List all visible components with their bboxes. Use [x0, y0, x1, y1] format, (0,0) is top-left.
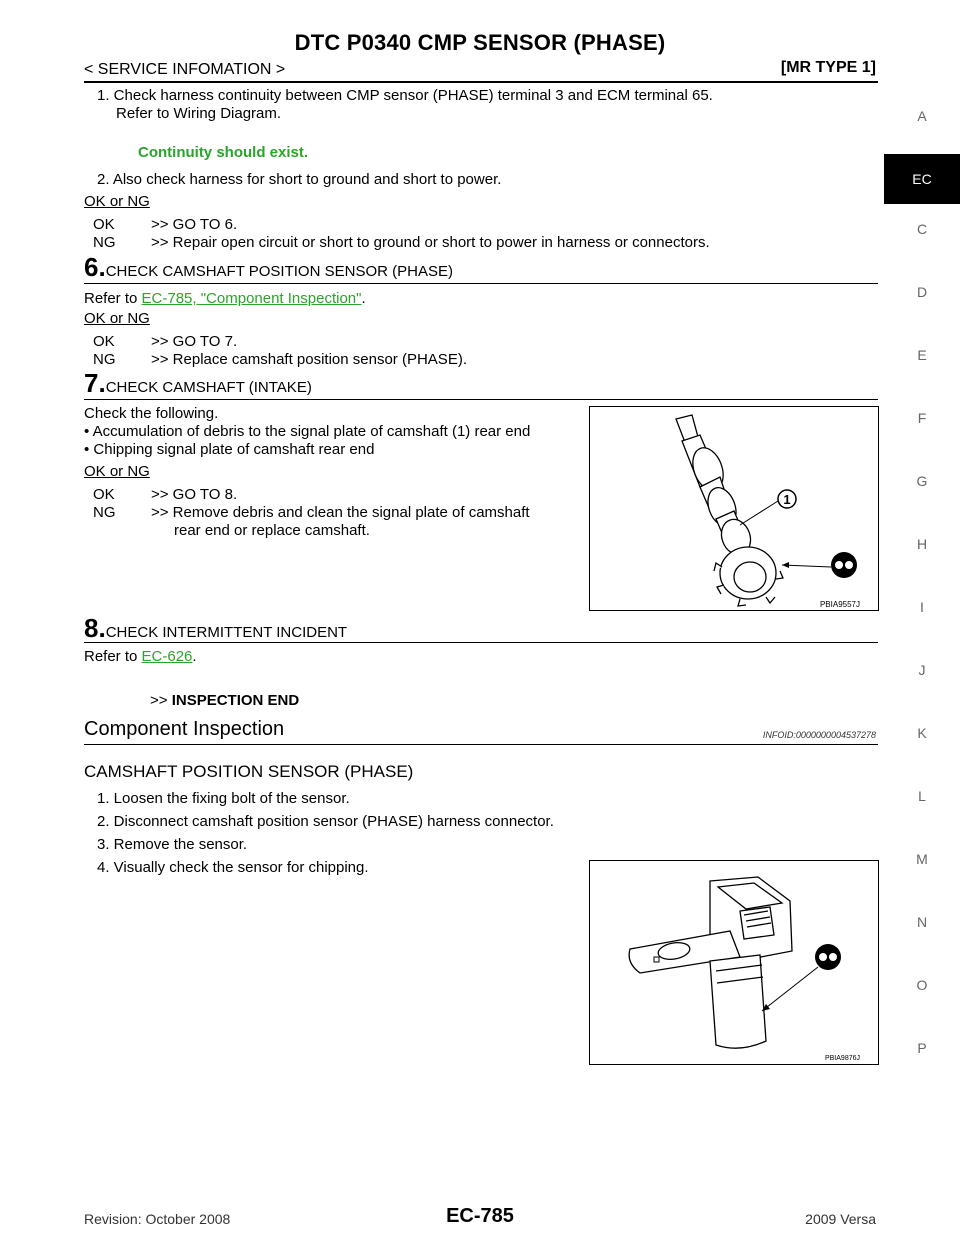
- eye-right: [845, 561, 853, 569]
- period: .: [192, 648, 197, 665]
- ng-result: >> Remove debris and clean the signal plate of camshaft: [151, 504, 530, 521]
- ng-result: >> Repair open circuit or short to ground or short to power in harness or connectors.: [151, 234, 710, 251]
- step7-ng-row: [93, 504, 530, 522]
- step-8-title: CHECK INTERMITTENT INCIDENT: [105, 624, 348, 641]
- step-8-divider: [84, 642, 878, 643]
- ok-or-ng-label: OK or NG: [84, 193, 150, 210]
- step-1-continued: Refer to Wiring Diagram.: [116, 105, 282, 122]
- ok-result: >> GO TO 8.: [151, 486, 238, 503]
- sidebar-item-p[interactable]: P: [917, 1040, 927, 1056]
- ec-626-link[interactable]: EC-626: [141, 648, 193, 665]
- callout-leader: [740, 501, 778, 525]
- vehicle-model: 2009 Versa: [805, 1211, 876, 1227]
- sidebar-item-k[interactable]: K: [917, 725, 927, 741]
- continuity-spec: Continuity should exist.: [138, 144, 309, 161]
- inspection-step-1: 1. Loosen the fixing bolt of the sensor.: [97, 790, 350, 807]
- step7-ok-row: [93, 486, 237, 504]
- step-6-title: CHECK CAMSHAFT POSITION SENSOR (PHASE): [105, 263, 453, 280]
- ok-result: >> GO TO 6.: [151, 216, 238, 233]
- section-divider: [84, 744, 878, 745]
- eye-left: [835, 561, 843, 569]
- step-8-number: 8.: [84, 613, 106, 643]
- inspection-end-label: INSPECTION END: [171, 692, 300, 709]
- sidebar-item-j[interactable]: J: [918, 662, 926, 678]
- sidebar-item-a[interactable]: A: [917, 108, 927, 124]
- ok-label: OK: [93, 333, 115, 350]
- period: .: [361, 290, 366, 307]
- engine-type-label: [MR TYPE 1]: [780, 59, 876, 76]
- sensor-body: [710, 955, 766, 1048]
- figure-code: PBIA9876J: [824, 1055, 860, 1062]
- refer-text: Refer to: [84, 648, 142, 665]
- component-inspection-title: Component Inspection: [84, 718, 285, 740]
- eye-arrow: [782, 565, 831, 567]
- step6-ng-row: [93, 351, 467, 369]
- camshaft-figure: [589, 406, 879, 611]
- step-8-refer: [84, 648, 197, 666]
- ok-or-ng-label: OK or NG: [84, 310, 150, 327]
- info-id: INFOID:0000000004537278: [762, 730, 876, 740]
- refer-text: Refer to: [84, 290, 142, 307]
- header-divider: [84, 81, 878, 83]
- sidebar-item-d[interactable]: D: [916, 284, 928, 300]
- page-title: DTC P0340 CMP SENSOR (PHASE): [294, 30, 666, 55]
- component-subtitle: CAMSHAFT POSITION SENSOR (PHASE): [84, 762, 414, 781]
- inspection-step-4: 4. Visually check the sensor for chipping.: [97, 859, 369, 876]
- camshaft-illustration: [590, 407, 878, 610]
- sidebar-item-m[interactable]: M: [916, 851, 928, 867]
- sidebar-item-i[interactable]: I: [920, 599, 924, 615]
- step-2-text: 2. Also check harness for short to ground and short to power.: [97, 171, 502, 188]
- step5-ok-row: [93, 216, 237, 234]
- sidebar-item-e[interactable]: E: [917, 347, 927, 363]
- step-7-heading: [84, 368, 312, 399]
- arrow-head-icon: [782, 562, 789, 568]
- step6-ok-row: [93, 333, 237, 351]
- eye-left: [819, 953, 827, 961]
- ng-result: >> Replace camshaft position sensor (PHASE).: [151, 351, 467, 368]
- sensor-illustration: [590, 861, 878, 1064]
- page-number: EC-785: [446, 1205, 514, 1227]
- eye-right: [829, 953, 837, 961]
- sidebar-item-l[interactable]: L: [918, 788, 926, 804]
- step-7-divider: [84, 399, 878, 400]
- step5-ng-row: [93, 234, 710, 252]
- ok-label: OK: [93, 216, 115, 233]
- ng-label: NG: [93, 351, 116, 368]
- step7-ng-row-cont: rear end or replace camshaft.: [174, 522, 370, 539]
- step-7-bullet-1: • Accumulation of debris to the signal plate of camshaft (1) rear end: [84, 423, 531, 440]
- step-7-title: CHECK CAMSHAFT (INTAKE): [105, 379, 312, 396]
- step-6-number: 6.: [84, 252, 106, 282]
- section-breadcrumb: < SERVICE INFOMATION >: [84, 61, 286, 78]
- sidebar-item-c[interactable]: C: [916, 221, 928, 237]
- section-index-sidebar: [884, 104, 960, 1099]
- inspection-step-2: 2. Disconnect camshaft position sensor (PHASE) harness connector.: [97, 813, 554, 830]
- ok-result: >> GO TO 7.: [151, 333, 238, 350]
- sidebar-item-ec[interactable]: EC: [884, 154, 960, 204]
- ng-label: NG: [93, 234, 116, 251]
- ng-label: NG: [93, 504, 116, 521]
- step-6-refer: [84, 290, 366, 308]
- step-7-check: Check the following.: [84, 405, 219, 422]
- step-7-bullet-2: • Chipping signal plate of camshaft rear end: [84, 441, 375, 458]
- inspection-step-3: 3. Remove the sensor.: [97, 836, 248, 853]
- inspection-end: [150, 692, 299, 710]
- step-1-text: 1. Check harness continuity between CMP sensor (PHASE) terminal 3 and ECM terminal 65.: [97, 87, 713, 104]
- step-6-divider: [84, 283, 878, 284]
- revision-date: Revision: October 2008: [84, 1211, 231, 1227]
- callout-number: 1: [783, 492, 791, 507]
- inspect-eye-icon: [831, 552, 857, 578]
- step-7-number: 7.: [84, 368, 106, 398]
- ok-or-ng-label: OK or NG: [84, 463, 150, 480]
- sidebar-item-n[interactable]: N: [916, 914, 928, 930]
- step-6-heading: [84, 252, 453, 283]
- sidebar-item-f[interactable]: F: [917, 410, 927, 426]
- inspect-eye-icon: [815, 944, 841, 970]
- figure-code: PBIA9557J: [819, 600, 860, 609]
- eye-arrow: [762, 967, 818, 1011]
- sidebar-item-h[interactable]: H: [916, 536, 928, 552]
- sensor-figure: [589, 860, 879, 1065]
- step-8-heading: [84, 613, 347, 644]
- arrow-text: >>: [150, 692, 168, 709]
- sidebar-item-o[interactable]: O: [916, 977, 928, 993]
- signal-plate-hub: [734, 562, 766, 592]
- sidebar-item-g[interactable]: G: [916, 473, 928, 489]
- ok-label: OK: [93, 486, 115, 503]
- component-inspection-link[interactable]: EC-785, "Component Inspection": [141, 290, 362, 307]
